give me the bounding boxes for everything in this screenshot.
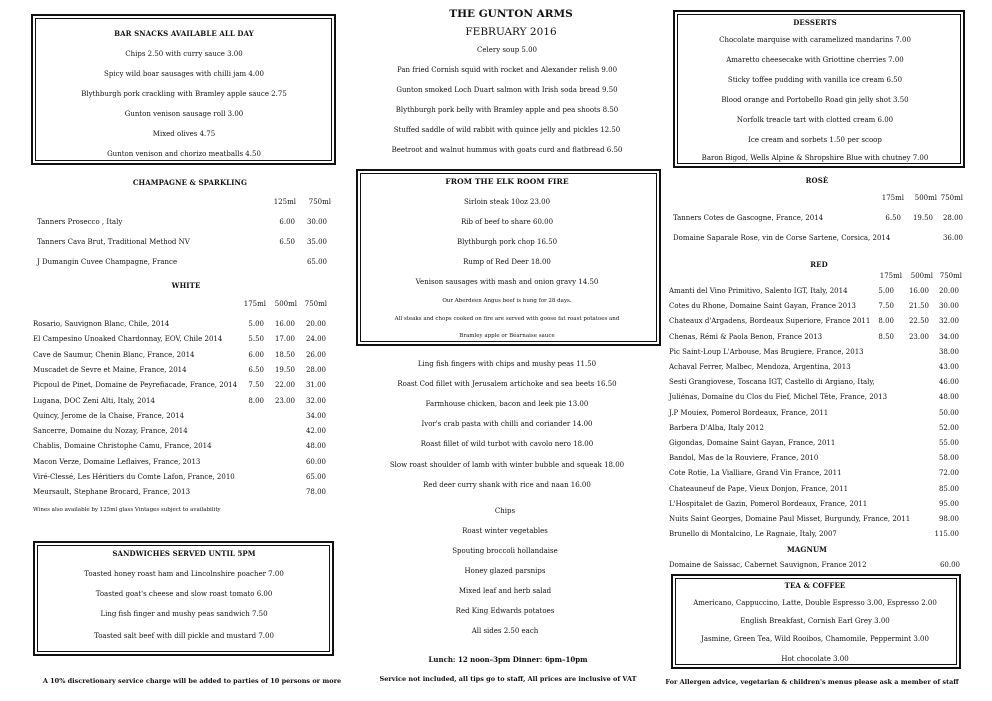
- wine-price: 60.00: [305, 457, 326, 466]
- bar-snack-item: Blythburgh pork crackling with Bramley apple sauce 2.75: [81, 90, 287, 98]
- wine-price: 24.00: [305, 335, 326, 344]
- wine-name: L'Hospitalet de Gazin, Pomerol Bordeaux, France, 2011: [669, 499, 868, 508]
- wine-price: 95.00: [938, 499, 959, 508]
- desserts-heading: DESSERTS: [793, 18, 837, 27]
- dessert-item: Blood orange and Portobello Road gin jelly shot 3.50: [721, 96, 909, 104]
- wine-price: 65.00: [305, 473, 326, 481]
- wine-name: Achaval Ferrer, Malbec, Mendoza, Argentina, 2013: [669, 363, 851, 371]
- elk-note: Our Aberdeen Angus beef is hung for 28 days.: [442, 298, 572, 304]
- side-item: Roast winter vegetables: [462, 527, 548, 535]
- col-header: 750ml: [939, 272, 962, 280]
- wine-name: Cotes du Rhone, Domaine Saint Gayan, France 2013: [669, 302, 856, 311]
- starter-item: Gunton smoked Loch Duart salmon with Irish soda bread 9.50: [396, 86, 618, 94]
- bar-snack-item: Chips 2.50 with curry sauce 3.00: [125, 50, 243, 58]
- wine-price: 32.00: [305, 396, 326, 405]
- col-header: 750ml: [304, 300, 327, 308]
- red-heading: RED: [810, 260, 828, 269]
- wine-price: 31.00: [305, 381, 326, 390]
- sandwich-item: Ling fish finger and mushy peas sandwich 7.50: [100, 610, 268, 618]
- wine-name: Bandol, Mas de la Rouviere, France, 2010: [669, 454, 819, 463]
- wine-price: 98.00: [938, 515, 959, 523]
- wine-price: 52.00: [938, 423, 959, 432]
- dessert-item: Amaretto cheesecake with Griottine cherries 7.00: [726, 56, 904, 64]
- wine-name: Lugana, DOC Zeni Alti, Italy, 2014: [33, 396, 155, 405]
- wine-name: Tanners Cotes de Gascogne, France, 2014: [673, 214, 824, 222]
- col-header: 750ml: [308, 198, 331, 206]
- wine-name: Chenas, Rémi & Paola Benon, France 2013: [669, 332, 823, 341]
- col-header: 500ml: [914, 194, 937, 202]
- elk-note: All steaks and chops cooked on fire are served with goose fat roast potatoes and: [394, 316, 620, 322]
- wine-name: Rosario, Sauvignon Blanc, Chile, 2014: [33, 320, 170, 328]
- discretionary-note: A 10% discretionary service charge will be added to parties of 10 persons or more: [42, 677, 342, 685]
- wine-price: 16.00: [274, 320, 295, 328]
- wine-price: 34.00: [305, 411, 326, 420]
- dessert-item: Ice cream and sorbets 1.50 per scoop: [748, 136, 882, 144]
- wine-price: 34.00: [938, 332, 959, 341]
- bar-snack-item: Spicy wild boar sausages with chilli jam 4.00: [104, 70, 264, 78]
- page-subtitle: FEBRUARY 2016: [465, 26, 557, 38]
- wine-name: Macon Verze, Domaine Leflaives, France, 2013: [33, 457, 201, 466]
- side-item: Chips: [494, 507, 516, 515]
- wine-price: 19.50: [274, 365, 295, 374]
- wine-name: Brunello di Montalcino, Le Ragnaie, Italy, 2007: [669, 530, 837, 539]
- col-header: 175ml: [879, 272, 902, 280]
- wine-price: 32.00: [938, 317, 959, 326]
- elk-item: Venison sausages with mash and onion gravy 14.50: [415, 278, 599, 286]
- wine-price: 20.00: [305, 320, 326, 328]
- sandwich-item: Toasted salt beef with dill pickle and mustard 7.00: [94, 632, 274, 640]
- wine-name: Chateauneuf de Pape, Vieux Donjon, France, 2011: [669, 484, 849, 493]
- starter-item: Pan fried Cornish squid with rocket and Alexander relish 9.00: [396, 66, 618, 74]
- wine-price: 22.50: [908, 317, 929, 326]
- wine-price: 7.50: [248, 381, 264, 390]
- wine-price: 35.00: [306, 238, 327, 246]
- wine-name: Nuits Saint Georges, Domaine Paul Misset, Burgundy, France, 2011: [669, 515, 911, 523]
- wine-price: 6.00: [279, 218, 295, 226]
- wine-price: 18.50: [274, 350, 295, 359]
- elk-item: Blythburgh pork chop 16.50: [456, 238, 558, 246]
- desserts-box: [673, 10, 965, 168]
- side-item: Mixed leaf and herb salad: [458, 587, 552, 595]
- wine-price: 8.50: [878, 332, 894, 341]
- wine-price: 65.00: [306, 258, 327, 266]
- wine-price: 6.00: [248, 350, 264, 359]
- wine-price: 8.00: [878, 317, 894, 326]
- bar-snack-item: Gunton venison and chorizo meatballs 4.50: [107, 150, 261, 158]
- service-note: Service not included, all tips go to staff, All prices are inclusive of VAT: [379, 675, 637, 683]
- wine-price: 42.00: [305, 427, 326, 436]
- wine-name: Juliénas, Domaine du Clos du Fief, Michel Tête, France, 2013: [669, 393, 888, 402]
- wine-name: Pic Saint-Loup L'Arbouse, Mas Brugiere, France, 2013: [669, 347, 864, 356]
- wine-name: Domaine de Saissac, Cabernet Sauvignon, France 2012: [669, 561, 867, 569]
- wine-name: Tanners Prosecco , Italy: [37, 218, 123, 226]
- wine-price: 26.00: [305, 350, 326, 359]
- wine-name: Gigondas, Domaine Saint Gayan, France, 2011: [669, 439, 836, 447]
- wine-price: 30.00: [306, 218, 327, 226]
- wine-price: 23.00: [274, 396, 295, 405]
- wine-price: 22.00: [274, 381, 295, 390]
- wine-price: 30.00: [938, 302, 959, 311]
- wine-price: 48.00: [305, 442, 326, 451]
- dessert-item: Baron Bigod, Wells Alpine & Shropshire Blue with chutney 7.00: [701, 154, 929, 162]
- wine-price: 50.00: [938, 408, 959, 417]
- wine-price: 23.00: [908, 332, 929, 341]
- wine-name: Domaine Saparale Rose, vin de Corse Sartene, Corsica, 2014: [673, 234, 891, 242]
- wine-name: Chablis, Domaine Christophe Camu, France, 2014: [33, 442, 212, 451]
- rose-heading: ROSÈ: [805, 176, 829, 185]
- wine-price: 43.00: [938, 363, 959, 371]
- sandwich-item: Toasted honey roast ham and Lincolnshire poacher 7.00: [84, 570, 284, 578]
- wine-name: J.P Mouiex, Pomerol Bordeaux, France, 2011: [669, 408, 829, 417]
- wine-price: 20.00: [938, 287, 959, 295]
- starter-item: Beetroot and walnut hummus with goats curd and flatbread 6.50: [391, 146, 623, 154]
- main-item: Ling fish fingers with chips and mushy peas 11.50: [417, 360, 597, 368]
- champagne-heading: CHAMPAGNE & SPARKLING: [132, 178, 248, 187]
- starter-item: Celery soup 5.00: [476, 46, 538, 54]
- col-header: 500ml: [910, 272, 933, 280]
- elk-note: Bramley apple or Béarnaise sauce: [459, 333, 555, 339]
- main-item: Roast fillet of wild turbot with cavolo nero 18.00: [420, 440, 594, 448]
- main-item: Red deer curry shank with rice and naan 16.00: [423, 481, 591, 489]
- sandwich-item: Toasted goat's cheese and slow roast tomato 6.00: [95, 590, 273, 598]
- tea-item: Americano, Cappuccino, Latte, Double Espresso 3.00, Espresso 2.00: [693, 599, 937, 607]
- tea-item: English Breakfast, Cornish Earl Grey 3.00: [740, 617, 890, 625]
- dessert-item: Chocolate marquise with caramelized mandarins 7.00: [719, 36, 911, 44]
- white-note: Wines also available by 125ml glass Vintages subject to availability: [33, 507, 221, 513]
- wine-name: Meursault, Stephane Brocard, France, 2013: [33, 488, 191, 497]
- wine-price: 38.00: [938, 347, 959, 356]
- wine-price: 21.50: [908, 302, 929, 311]
- side-item: Honey glazed parsnips: [464, 567, 546, 575]
- wine-price: 55.00: [938, 439, 959, 447]
- wine-price: 19.50: [912, 214, 933, 222]
- wine-price: 48.00: [938, 393, 959, 402]
- magnum-heading: MAGNUM: [786, 545, 828, 554]
- side-item: Red King Edwards potatoes: [455, 607, 555, 615]
- col-header: 125ml: [273, 198, 296, 206]
- wine-price: 8.00: [248, 396, 264, 405]
- wine-price: 17.00: [274, 335, 295, 344]
- wine-price: 6.50: [885, 214, 901, 222]
- elk-item: Rump of Red Deer 18.00: [463, 258, 551, 266]
- elk-item: Sirloin steak 10oz 23.00: [463, 198, 551, 206]
- wine-price: 16.00: [908, 287, 929, 295]
- wine-price: 5.00: [248, 320, 264, 328]
- wine-price: 85.00: [938, 484, 959, 493]
- wine-name: Chateaux d'Argadens, Bordeaux Superiore, France 2011: [669, 317, 871, 326]
- sandwiches-heading: SANDWICHES SERVED UNTIL 5PM: [112, 549, 256, 558]
- wine-price: 28.00: [942, 214, 963, 222]
- wine-name: Viré-Clessé, Les Héritiers du Comte Lafon, France, 2010: [33, 473, 235, 481]
- wine-name: El Campesino Unoaked Chardonnay, EOV, Chile 2014: [33, 335, 223, 344]
- wine-name: Muscadet de Sevre et Maine, France, 2014: [33, 365, 187, 374]
- wine-name: Sancerre, Domaine du Nozay, France, 2014: [33, 427, 188, 436]
- dessert-item: Norfolk treacle tart with clotted cream 6.00: [736, 116, 894, 124]
- col-header: 175ml: [881, 194, 904, 202]
- main-item: Ivor's crab pasta with chilli and coriander 14.00: [421, 420, 593, 428]
- col-header: 175ml: [243, 300, 266, 308]
- col-header: 500ml: [274, 300, 297, 308]
- wine-name: Sesti Grangiovese, Toscana IGT, Castello di Argiano, Italy,: [669, 378, 875, 387]
- wine-price: 36.00: [942, 234, 963, 242]
- wine-name: Cave de Saumur, Chenin Blanc, France, 2014: [33, 350, 195, 359]
- allergen-note: For Allergen advice, vegetarian & children's menus please ask a member of staff: [665, 678, 959, 686]
- tea-item: Hot chocolate 3.00: [781, 655, 849, 663]
- elk-heading: FROM THE ELK ROOM FIRE: [445, 177, 569, 186]
- wine-price: 60.00: [939, 561, 960, 569]
- wine-price: 28.00: [305, 365, 326, 374]
- wine-name: Amanti del Vino Primitivo, Salento IGT, Italy, 2014: [669, 287, 848, 295]
- wine-name: Barbera D'Alba, Italy 2012: [669, 423, 764, 432]
- wine-price: 58.00: [938, 454, 959, 463]
- wine-price: 7.50: [878, 302, 894, 311]
- main-item: Slow roast shoulder of lamb with winter bubble and squeak 18.00: [389, 461, 625, 469]
- white-heading: WHITE: [171, 281, 201, 290]
- wine-name: J Dumangin Cuvee Champagne, France: [37, 258, 178, 266]
- wine-price: 46.00: [938, 378, 959, 387]
- side-item: All sides 2.50 each: [471, 627, 539, 635]
- tea-item: Jasmine, Green Tea, Wild Rooibos, Chamomile, Peppermint 3.00: [701, 635, 929, 643]
- main-item: Farmhouse chicken, bacon and leek pie 13.00: [425, 400, 589, 408]
- wine-name: Picpoul de Pinet, Domaine de Peyrefiacade, France, 2014: [33, 381, 238, 390]
- elk-item: Rib of beef to share 60.00: [460, 218, 554, 226]
- wine-name: Quincy, Jerome de la Chaise, France, 2014: [33, 411, 185, 420]
- tea-heading: TEA & COFFEE: [784, 581, 846, 590]
- wine-price: 6.50: [279, 238, 295, 246]
- starter-item: Blythburgh pork belly with Bramley apple and pea shoots 8.50: [395, 106, 619, 114]
- bar-snacks-heading: BAR SNACKS AVAILABLE ALL DAY: [114, 29, 254, 38]
- wine-price: 5.50: [248, 335, 264, 344]
- wine-name: Tanners Cava Brut, Traditional Method NV: [37, 238, 190, 246]
- wine-price: 72.00: [938, 469, 959, 478]
- page-title: THE GUNTON ARMS: [449, 8, 573, 20]
- wine-price: 115.00: [934, 530, 959, 539]
- dessert-item: Sticky toffee pudding with vanilla ice cream 6.50: [727, 76, 903, 84]
- col-header: 750ml: [940, 194, 963, 202]
- starter-item: Stuffed saddle of wild rabbit with quince jelly and pickles 12.50: [393, 126, 621, 134]
- bar-snack-item: Mixed olives 4.75: [152, 130, 216, 138]
- wine-price: 78.00: [305, 488, 326, 497]
- wine-name: Cote Rotie, La Vialliare, Grand Vin France, 2011: [669, 469, 842, 478]
- main-item: Roast Cod fillet with Jerusalem artichoke and sea beets 16.50: [397, 380, 617, 388]
- side-item: Spouting broccoli hollandaise: [452, 547, 558, 555]
- opening-hours: Lunch: 12 noon–3pm Dinner: 6pm–10pm: [428, 655, 588, 664]
- wine-price: 5.00: [878, 287, 894, 295]
- wine-price: 6.50: [248, 365, 264, 374]
- bar-snack-item: Gunton venison sausage roll 3.00: [124, 110, 244, 118]
